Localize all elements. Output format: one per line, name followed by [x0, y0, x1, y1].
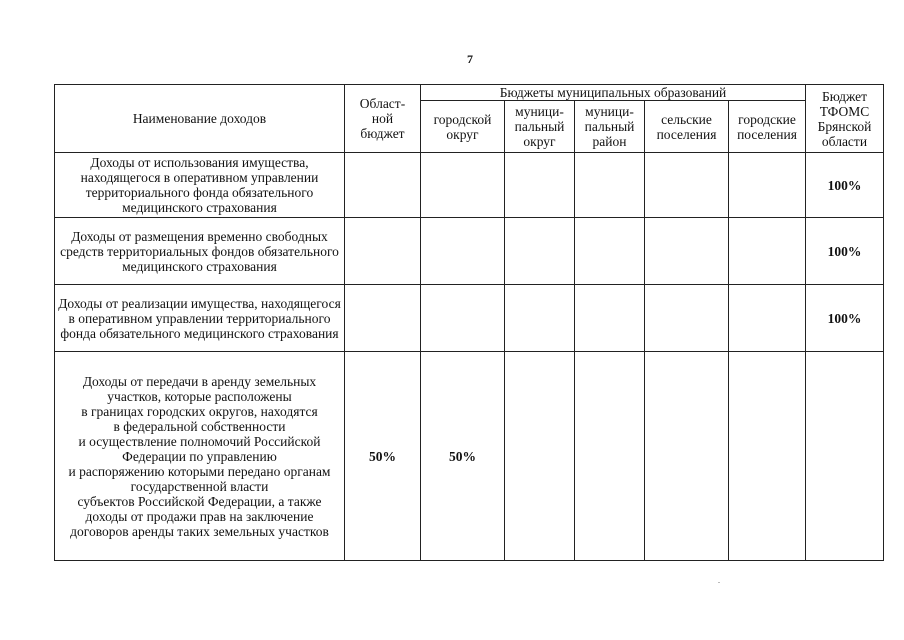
- table-row: [55, 218, 884, 285]
- header-urban-settlements: [729, 101, 806, 153]
- header-municipal-area: [575, 101, 645, 153]
- city-district-cell: [421, 153, 505, 218]
- city-district-cell: [421, 285, 505, 352]
- table-row: [55, 153, 884, 218]
- municipal-area-cell: [575, 153, 645, 218]
- income-name-cell: Доходы от размещения временно свободных средств территориальных фондов обязательного медицинского страхования: [55, 218, 345, 285]
- header-municipal-budgets: Бюджеты муниципальных образований: [421, 85, 806, 101]
- municipal-area-cell: [575, 285, 645, 352]
- header-municipal-district: [505, 101, 575, 153]
- table-row: [55, 352, 884, 561]
- municipal-district-cell: [505, 285, 575, 352]
- header-rural-settlements-text: сельские поселения: [656, 111, 717, 142]
- regional-cell: 50%: [345, 352, 421, 561]
- regional-cell: [345, 153, 421, 218]
- city-district-cell: [421, 218, 505, 285]
- urban-cell: [729, 352, 806, 561]
- municipal-area-cell: [575, 352, 645, 561]
- municipal-district-cell: [505, 218, 575, 285]
- municipal-district-cell: [505, 153, 575, 218]
- rural-cell: [645, 153, 729, 218]
- regional-cell: [345, 285, 421, 352]
- urban-cell: [729, 218, 806, 285]
- tfoms-cell: 100%: [806, 218, 884, 285]
- municipal-district-cell: [505, 352, 575, 561]
- page-number: 7: [467, 52, 473, 66]
- header-urban-settlements-text: городские поселения: [737, 111, 797, 142]
- income-name-cell: Доходы от использования имущества, находящегося в оперативном управлении территориального фонда обязательного медицинского страхования: [55, 153, 345, 218]
- header-row-1: [55, 85, 884, 101]
- tfoms-cell: [806, 352, 884, 561]
- regional-cell: [345, 218, 421, 285]
- rural-cell: [645, 218, 729, 285]
- header-rural-settlements: [645, 101, 729, 153]
- income-name-cell: Доходы от реализации имущества, находящегося в оперативном управлении территориального фонда обязательного медицинского страхования: [55, 285, 345, 352]
- header-regional-budget-text: Област- ной бюджет: [359, 96, 406, 141]
- income-distribution-table: [54, 84, 884, 561]
- urban-cell: [729, 285, 806, 352]
- header-city-district-text: городской округ: [433, 111, 492, 142]
- municipal-area-cell: [575, 218, 645, 285]
- header-municipal-area-text: муници- пальный район: [584, 104, 635, 149]
- city-district-cell: 50%: [421, 352, 505, 561]
- rural-cell: [645, 352, 729, 561]
- table-row: [55, 285, 884, 352]
- rural-cell: [645, 285, 729, 352]
- tfoms-cell: 100%: [806, 153, 884, 218]
- header-regional-budget: [345, 85, 421, 153]
- tfoms-cell: 100%: [806, 285, 884, 352]
- header-municipal-district-text: муници- пальный округ: [514, 104, 565, 149]
- scan-speck: [718, 582, 720, 583]
- header-city-district: [421, 101, 505, 153]
- header-income-name: Наименование доходов: [55, 85, 345, 153]
- header-tfoms-budget-text: Бюджет ТФОМС Брянской области: [817, 88, 872, 149]
- urban-cell: [729, 153, 806, 218]
- header-tfoms-budget: [806, 85, 884, 153]
- income-name-cell: Доходы от передачи в аренду земельных участков, которые расположены в границах городских округов, находятся в федеральной собственности и осуществление полномочий Российской Федерации по управлению и распоряжению которыми передано органам государственной власти субъектов Российской Федерации, а также доходы от продажи прав на заключение договоров аренды таких земельных участков: [55, 352, 345, 561]
